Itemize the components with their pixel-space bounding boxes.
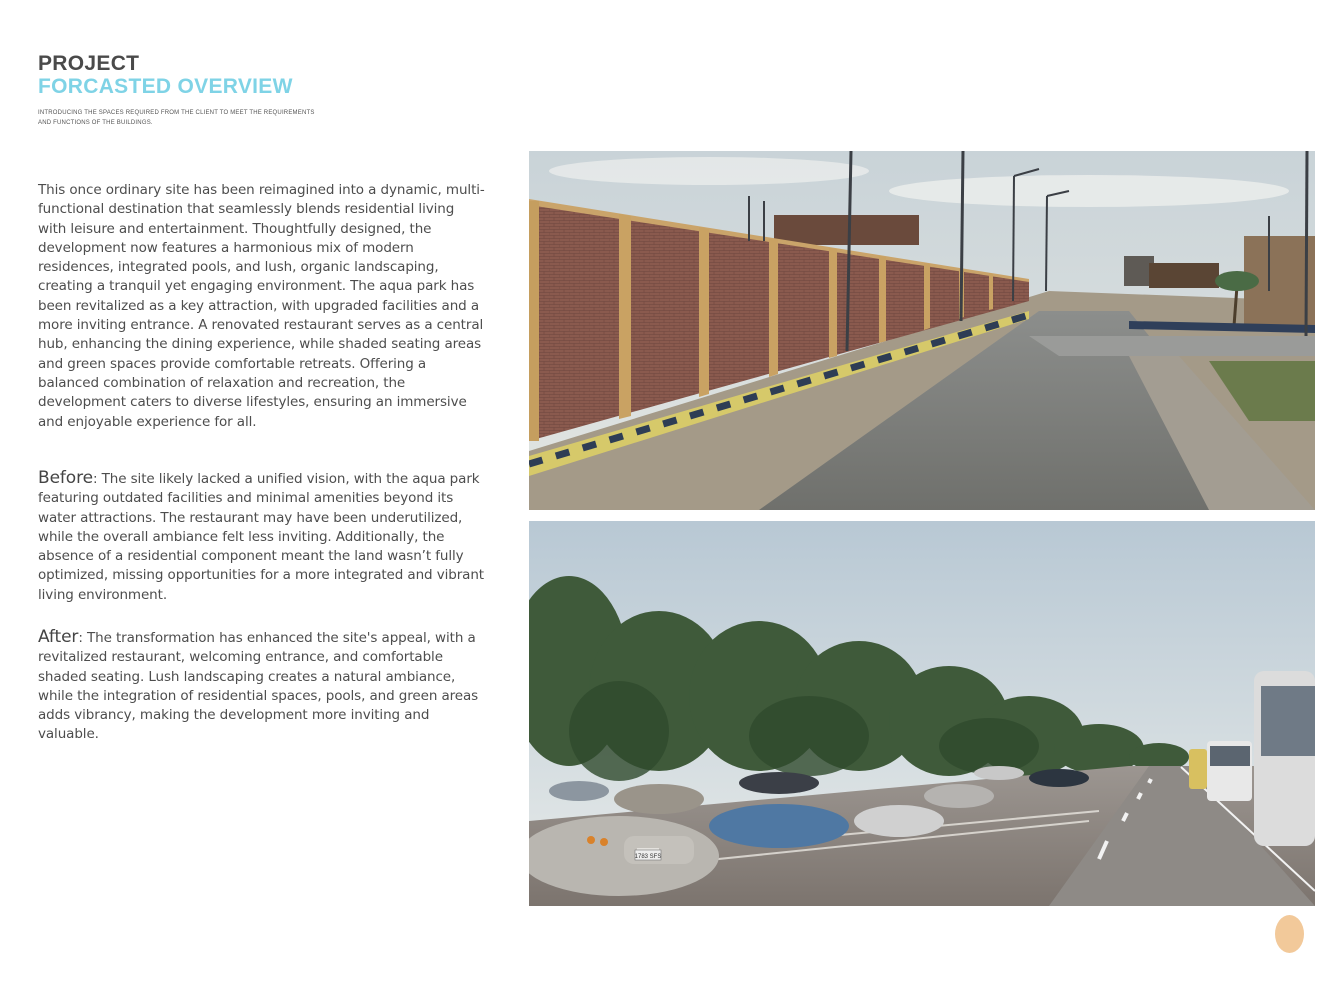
after-site-render — [529, 521, 1315, 906]
intro-line-2: AND FUNCTIONS OF THE BUILDINGS. — [38, 120, 153, 126]
before-site-photo — [529, 151, 1315, 510]
before-paragraph — [38, 469, 486, 605]
license-plate-text: 1783 SFS — [634, 854, 662, 860]
page-subtitle: FORCASTED OVERVIEW — [38, 75, 293, 98]
intro-line-1: INTRODUCING THE SPACES REQUIRED FROM THE CLIENT TO MEET THE REQUIREMENTS — [38, 110, 315, 116]
page-title: PROJECT — [38, 52, 140, 75]
after-site-illustration — [529, 521, 1315, 906]
intro-caption — [38, 108, 348, 128]
before-site-illustration — [529, 151, 1315, 510]
after-paragraph — [38, 628, 486, 745]
before-label: Before — [38, 468, 93, 488]
before-text: : The site likely lacked a unified vision, with the aqua park featuring outdated facilities and minimal amenities beyond its water attractions. The restaurant may have been underutilized, while the overall ambiance felt less inviting. Additionally, the absence of a residential component meant the land wasn’t fully optimized, missing opportunities for a more integrated and vibrant living environment. — [38, 471, 484, 603]
after-text: : The transformation has enhanced the site's appeal, with a revitalized restaurant, welcoming entrance, and comfortable shaded seating. Lush landscaping creates a natural ambiance, while the integration of residential spaces, pools, and green areas adds vibrancy, making the development more inviting and valuable. — [38, 630, 479, 743]
after-label: After — [38, 627, 79, 647]
page-marker — [1275, 915, 1304, 953]
overview-paragraph: This once ordinary site has been reimagined into a dynamic, multi-functional destination that seamlessly blends residential living with leisure and entertainment. Thoughtfully designed, the development now features a harmonious mix of modern residences, integrated pools, and lush, organic landscaping, creating a tranquil yet engaging environment. The aqua park has been revitalized as a key attraction, with upgraded facilities and a more inviting entrance. A renovated restaurant serves as a central hub, enhancing the dining experience, while shaded seating areas and green spaces provide comfortable retreats. Offering a balanced combination of relaxation and recreation, the development caters to diverse lifestyles, ensuring an immersive and enjoyable experience for all. — [38, 182, 485, 430]
